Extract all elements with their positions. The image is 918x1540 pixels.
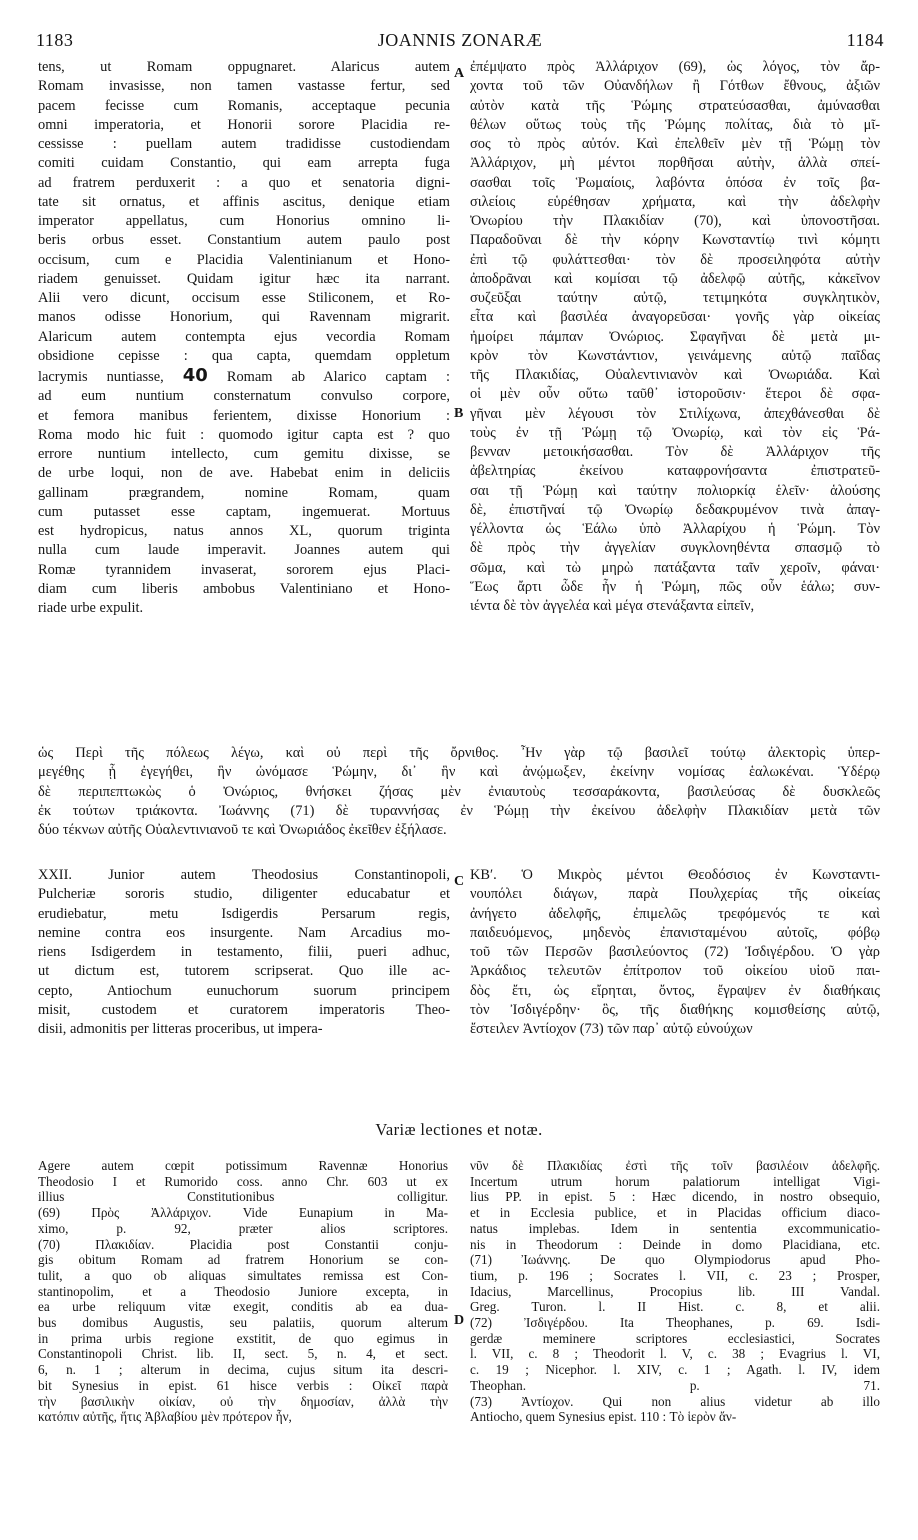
text-line: γέλλοντα ὡς Ἑάλω ὑπὸ Ἀλλαρίχου ἡ Ῥώμη. Τὸν — [470, 521, 880, 537]
text-line: misit, custodem et curatorem imperatoris Theo- — [38, 1001, 450, 1018]
note-line: Idacius, Marcellinus, Procopius lib. III Vandal. — [470, 1283, 880, 1299]
text-line: manos odisse Honorium, qui Ravennam migrarit. — [38, 309, 450, 326]
text-line: σος τὸ πρὸς αὐτόν. Καὶ ἐπελθεῖν μὲν τῇ Ῥώμῃ τὸν — [470, 136, 880, 152]
text-line: χοντα τοῦ τῶν Οὐανδήλων ἢ Γότθων ἔθνους, ἀξιῶν — [470, 78, 880, 95]
margin-marker-b: B — [454, 406, 464, 421]
margin-marker-c: C — [454, 874, 465, 889]
notes-title: Variæ lectiones et notæ. — [375, 1120, 543, 1139]
text-line: Pulcheriæ sororis studio, diligenter educabatur et — [38, 886, 450, 903]
text-line: obsidione cepisse : qua capta, quemdam oppletum — [38, 347, 450, 364]
text-line: ἐπὶ τῷ φυλάττεσθαι· τὸν δὲ προσειληφότα αὐτὴν — [470, 251, 880, 268]
text-line: γῆναι μὲν λέγουσι τὸν Στιλίχωνα, ἀπεχθάνεσθαι δὲ — [470, 405, 880, 422]
text-line: errore nuntium intellecto, cum gemitu dixisse, se — [38, 446, 450, 462]
text-line: Ἕως ἄρτι ὧδε ἦν ἡ Ῥώμη, πῶς οὖν ἑάλω; συν- — [470, 578, 880, 595]
note-line: Constantinopoli Christ. lib. II, sect. 5, n. 4, et sect. — [38, 1346, 448, 1362]
text-line: ἐκ τούτων τριάκοντα. Ἰωάννης (71) δὲ τυραννήσας ἐν Ῥώμῃ τὴν ἐκείνου ἀδελφὴν Πλακιδίαν μετὰ τῶν — [38, 802, 880, 819]
note-line: 6, n. 1 ; alterum in decima, cujus situm ita descri- — [38, 1362, 448, 1378]
note-line: Theodosio I et Rumorido coss. anno Chr. 603 ut ex — [38, 1173, 448, 1189]
note-line: stantinopolim, et a Theodosio Juniore excepta, in — [38, 1283, 448, 1299]
notes-column-right — [470, 1158, 880, 1425]
text-line: εἶτα καὶ βασιλέα ἀναγορεῦσαι· γονῆς γὰρ οἰκείας — [470, 309, 880, 326]
note-line: gerdæ meminere scriptores ecclesiastici, Socrates — [470, 1330, 880, 1346]
text-line: ἔστειλεν Ἀντίοχον (73) τῶν παρ᾽ αὐτῷ εὐνούχων — [470, 1021, 753, 1037]
text-line: occisum, cum e Placidia Valentinianum et Hono- — [38, 251, 450, 268]
page-number-right: 1184 — [846, 30, 884, 50]
text-line: omni imperatoria, et Honorii sorore Placidia re- — [38, 116, 450, 133]
text-line: δύο τέκνων αὐτῆς Οὐαλεντινιανοῦ τε καὶ Ὀνωριάδος ἐκεῖθεν ἐξήλασε. — [38, 822, 447, 838]
text-line: riadem genuisset. Quidam igitur hæc ita narrant. — [38, 270, 450, 287]
note-line: Theophan. p. 71. — [470, 1377, 880, 1393]
text-line: tate sit ornatus, et affinis ascitus, denique etiam — [38, 193, 450, 210]
text-fragment: lacrymis nuntiasse, — [38, 369, 183, 385]
text-line: ἀποδρᾶναι καὶ κομίσαι τῷ ἀδελφῷ αὐτῆς, κἀκεῖνον — [470, 270, 880, 287]
note-line: tium, p. 196 ; Socrates l. VII, c. 23 ; Prosper, — [470, 1267, 880, 1283]
text-line: beris orbus esset. Constantium autem paulo post — [38, 232, 450, 249]
text-line: disii, admonitis per litteras proceribus, ut impera- — [38, 1021, 323, 1037]
text-line: δὲ, ἐπιστῆναί τῷ Ὀνωρίῳ δεδακρυμένον τινὰ ἀπαγ- — [470, 501, 880, 518]
text-line: ἐπέμψατο πρὸς Ἀλλάριχον (69), ὡς λόγος, τὸν ἄρ- — [470, 59, 880, 75]
text-line: Roma modo hic fuit : quomodo igitur capta est ? quo — [38, 426, 450, 443]
text-line: ut dictum est, tutorem scripserat. Quo ille ac- — [38, 963, 450, 980]
note-line: natus implebas. Idem in sententia excommunicatio- — [470, 1220, 880, 1236]
text-line: τοῦ τῶν Περσῶν βασιλεύοντος (72) Ἰσδιγέρδου. Ὁ γὰρ — [470, 944, 880, 960]
text-line: σαι τῇ Ῥώμῃ καὶ ταύτην πολιορκίᾳ ἑλεῖν· ἁλούσης — [470, 482, 880, 499]
text-line: Alaricum autem contempta ejus vecordia Romam — [38, 328, 450, 345]
text-line: diam cum liberis ambobus Valentiniano et Hono- — [38, 580, 450, 597]
text-line: Παραδοῦναι δὲ τὴν κόρην Κωνσταντίῳ τινὶ κόμητι — [470, 232, 880, 249]
note-line: τὴν βασιλικὴν οἰκίαν, οὐ τὴν δημοσίαν, ἀλλὰ τὴν — [38, 1393, 448, 1409]
note-line: lius PP. in epist. 5 : Hæc dicendo, in nostro obsequio, — [470, 1189, 880, 1205]
note-line: κατόπιν αὐτῆς, ἥτις Ἀβλαβίου μὲν πρότερον ἦν, — [38, 1409, 292, 1425]
greek-full-width-text — [38, 744, 880, 840]
note-line: (73) Ἀντίοχον. Qui non alius videtur ab illo — [470, 1393, 880, 1409]
greek-column-1 — [470, 58, 880, 616]
text-line: Romam invasisse, non tamen vastasse fertur, sed — [38, 78, 450, 95]
text-line: Ὀνωρίου τὴν Πλακιδίαν (70), καὶ ὑπονοστῆσαι. — [470, 213, 880, 229]
text-line: cum putasset esse captam, ingemuerat. Mortuus — [38, 503, 450, 520]
text-line: αὐτὸν κατὰ τῆς Ῥώμης στρατεύσασθαι, ἀμύνασθαι — [470, 97, 880, 114]
note-line: nis in Theodorum : Deinde in domo Placidiana, etc. — [470, 1236, 880, 1252]
text-line: δὲ περιπεπτωκὼς ὁ Ὀνώριος, θνήσκει ζήσας μὲν ἐνιαυτοὺς τεσσαράκοντα, βασιλεύσας δὲ δυσκλεῶς — [38, 783, 880, 800]
text-line: comiti cuidam Constantio, qui eam arrepta fuga — [38, 155, 450, 172]
text-line: tens, ut Romam oppugnaret. Alaricus autem — [38, 59, 450, 75]
text-line: τῆς Πλακιδίας, Οὐαλεντινιανὸν καὶ Ὀνωριάδα. Καὶ — [470, 367, 880, 383]
note-line: Incertum utrum horum palatiorum intelligat Vigi- — [470, 1173, 880, 1189]
text-line: et femora manibus ferientem, dixisse Honorium : — [38, 407, 450, 424]
text-line: Ἀλλάριχον, μὴ μέντοι πορθῆσαι αὐτὴν, ἀλλὰ σπεί- — [470, 155, 880, 172]
note-line: gis obitum Romam ad fratrem Honorium se con- — [38, 1252, 448, 1268]
note-line: bit Synesius in epist. 61 hisce verbis : Οἰκεῖ παρὰ — [38, 1377, 448, 1393]
note-line: bus domibus Augustis, seu palatiis, quorum alterum — [38, 1315, 448, 1331]
text-line: gallinam prægrandem, nomine Romam, quam — [38, 484, 450, 501]
inline-big-number: 40 — [182, 366, 208, 386]
note-line: l. VII, c. 8 ; Theodorit l. V, c. 38 ; Evagrius l. VI, — [470, 1346, 880, 1362]
text-line: riade urbe expulit. — [38, 600, 144, 616]
running-head-title: JOANNIS ZONARÆ — [377, 30, 543, 50]
text-line: nulla cum laude imperavit. Joannes autem qui — [38, 542, 450, 559]
text-line — [38, 366, 450, 387]
text-fragment: Romam ab Alarico captam : — [207, 369, 450, 385]
latin-column-1 — [38, 58, 450, 618]
text-line: θέλων οὕτως τοὺς τῆς Ῥώμης πολίτας, διὰ τὸ μῖ- — [470, 116, 880, 133]
note-line: νῦν δὲ Πλακιδίας ἐστὶ τῆς τοῖν βασιλέοιν ἀδελφῆς. — [470, 1158, 880, 1173]
note-line: illius Constitutionibus colligitur. — [38, 1189, 448, 1205]
text-line: pacem fecisse cum Romanis, acceptaque pecunia — [38, 97, 450, 114]
text-line: τὸν Ἰσδιγέρδην· ὃς, τῆς διαθήκης κομισθείσης αὐτῷ, — [470, 1001, 880, 1018]
text-line: ιέντα δὲ τὸν ἀγγελέα καὶ μέγα στενάξαντα εἰπεῖν, — [470, 598, 755, 614]
text-line: ad eum nuntium consternatum convulso corpore, — [38, 388, 450, 405]
note-line: et in Ecclesia publice, et in Placidas officium diaco- — [470, 1205, 880, 1221]
text-line: imperator appellatus, cum Honorius omnino li- — [38, 213, 450, 229]
text-line: nemine contra eos insurgente. Nam Arcadius mo- — [38, 924, 450, 941]
text-line: Alii vero dicunt, occisum esse Stiliconem, et Ro- — [38, 290, 450, 306]
text-line: οἱ μὲν οὖν οὕτω ταῦθ᾽ ἱστοροῦσιν· ἕτεροι δὲ σφα- — [470, 386, 880, 403]
text-line: συζεῦξαι ταύτην αὐτῷ, τετιμηκότα συγκλητικὸν, — [470, 290, 880, 306]
text-line: τοὺς ἐν τῇ Ῥώμῃ τῷ Ὀνωρίῳ, καὶ τὸν εἰς Ῥά- — [470, 424, 880, 441]
note-line: (69) Πρὸς Ἀλλάριχον. Vide Eunapium in Ma- — [38, 1205, 448, 1221]
page-number-left: 1183 — [36, 30, 74, 50]
notes-column-left — [38, 1158, 448, 1425]
text-line: XXII. Junior autem Theodosius Constantinopoli, — [38, 867, 450, 883]
text-line: cessisse : puellam autem tradidisse custodiendam — [38, 136, 450, 152]
note-line: (72) Ἰσδιγέρδου. Ita Theophanes, p. 69. Isdi- — [470, 1315, 880, 1331]
text-line: μεγέθης ᾗ ἐγεγήθει, ἣν ὠνόμασε Ῥώμην, δι᾽ ἣν καὶ ἀνῴμωξεν, ἐκείνην νομίσας ἑαλωκέναι. Ὑδέρῳ — [38, 764, 880, 781]
margin-marker-a: A — [454, 66, 465, 81]
note-line: (70) Πλακιδίαν. Placidia post Constantii conju- — [38, 1236, 448, 1252]
text-line: παιδευόμενος, μηδενὸς ἐπανισταμένου αὐτοῖς, φόβῳ — [470, 924, 880, 941]
text-line: est hydropicus, natus annos XL, quorum triginta — [38, 523, 450, 539]
text-line: ἠμοίρει πάμπαν Ὀνώριος. Σφαγῆναι δὲ μετὰ μι- — [470, 328, 880, 345]
text-line: σῶμα, καὶ τὼ μηρὼ πατάξαντα ταῖν χεροῖν, φάναι· — [470, 559, 880, 576]
margin-marker-d: D — [454, 1313, 465, 1328]
text-line: σασθαι τοῖς Ῥωμαίοις, λαβόντα ὁπόσα ἐν τοῖς βα- — [470, 174, 880, 191]
text-line: δὲ πρὸς τὴν ἀγγελίαν συγκλονηθέντα σπασμῷ τὸ — [470, 540, 880, 557]
text-line: erudiebatur, metu Isdigerdis Persarum regis, — [38, 905, 450, 922]
note-line: ea urbe reliquum vitæ exegit, conditis ab ea dua- — [38, 1299, 448, 1315]
text-line: δὸς ἔτι, ὡς εἴρηται, ὄντος, ἔγραψεν ἐν διαθήκαις — [470, 982, 880, 999]
text-line: ἀνήγετο ἀδελφῆς, ἐπιμελῶς τρεφόμενός τε καὶ — [470, 905, 880, 922]
note-line: Greg. Turon. l. II Hist. c. 8, et alii. — [470, 1299, 880, 1315]
text-line: Ἀρκάδιος τελευτῶν ἐπίτροπον τοῦ οἰκείου υἱοῦ παι- — [470, 963, 880, 980]
text-line: ΚΒʹ. Ὁ Μικρὸς μέντοι Θεοδόσιος ἐν Κωνσταντι- — [470, 867, 880, 883]
text-line: riens Isdigerdem in testamento, filii, pueri adhuc, — [38, 944, 450, 960]
text-line: κρὸν τὸν Κωνστάντιον, γεινάμενης αὐτῷ παῖδας — [470, 347, 880, 364]
note-line: c. 19 ; Nicephor. l. XIV, c. 1 ; Agath. l. IV, idem — [470, 1362, 880, 1378]
text-line: de urbe loqui, non de ave. Habebat enim in deliciis — [38, 465, 450, 482]
latin-column-2 — [38, 866, 450, 1039]
text-line: ἀβελτηρίας ἐκείνου καταφρονήσαντα ἐπιστρατεῦ- — [470, 463, 880, 480]
note-line: ximo, p. 92, præter alios scriptores. — [38, 1220, 448, 1236]
note-line: (71) Ἰωάννης. De quo Olympiodorus apud Pho- — [470, 1252, 880, 1268]
running-header — [36, 30, 884, 56]
note-line: Agere autem cœpit potissimum Ravennæ Honorius — [38, 1158, 448, 1173]
text-line: Romæ tyrannidem invaserat, sororem ejus Placi- — [38, 561, 450, 578]
note-line: Antiocho, quem Synesius epist. 110 : Τὸ ἱερὸν ἄν- — [470, 1409, 737, 1425]
greek-column-2 — [470, 866, 880, 1039]
text-line: cepto, Antiochum eunuchorum suorum principem — [38, 982, 450, 999]
text-line: ὡς Περὶ τῆς πόλεως λέγω, καὶ οὐ περὶ τῆς ὄρνιθος. Ἦν γὰρ τῷ βασιλεῖ τούτῳ ἀλεκτορὶς ὑπερ- — [38, 745, 880, 761]
text-line: βενναν μετοικήσασθαι. Τὸν δὲ Ἀλλάριχον τῆς — [470, 444, 880, 460]
note-line: in prima urbis regione exstitit, de quo egimus in — [38, 1330, 448, 1346]
note-line: tulit, a quo ob aliquas simultates remissa est Con- — [38, 1267, 448, 1283]
text-line: νουπόλει διάγων, παρὰ Πουλχερίας τῆς οἰκείας — [470, 886, 880, 903]
text-line: ad fratrem perduxerit : a quo et senatoria digni- — [38, 174, 450, 191]
text-line: σιλείοις εὑρέθησαν χρήματα, καὶ τὴν ἀδελφὴν — [470, 193, 880, 210]
